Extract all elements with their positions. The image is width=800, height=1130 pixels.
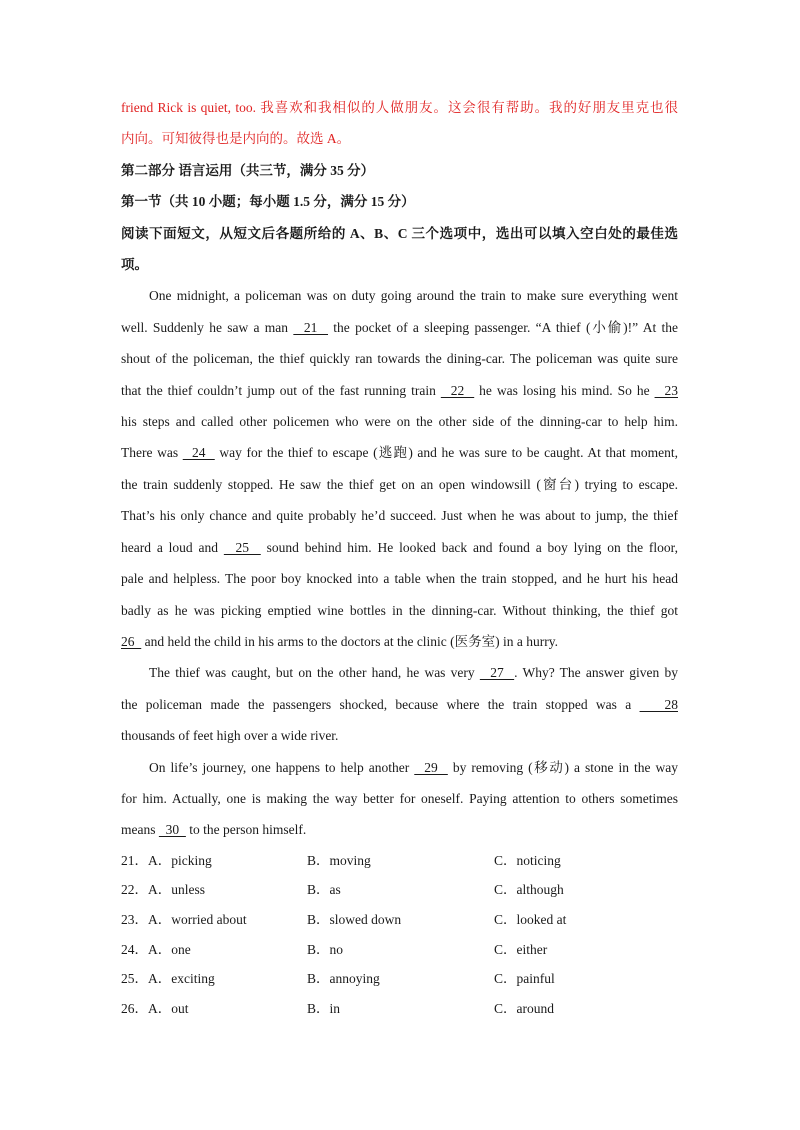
passage-line: pale and helpless. The poor boy knocked into a table when the train stopped, and he hurt his head <box>121 571 678 587</box>
option-b: B．slowed down <box>307 911 402 927</box>
question-number: 26． <box>121 1000 148 1016</box>
passage-line: thousands of feet high over a wide river. <box>121 728 339 744</box>
option-c: C．although <box>494 882 564 898</box>
section-title: 第一节（共 10 小题；每小题 1.5 分，满分 15 分） <box>121 194 415 210</box>
blank-24: 24 <box>182 445 215 461</box>
passage-line: There was 24 way for the thief to escape (逃跑) and he was sure to be caught. At that moment, <box>121 445 679 461</box>
passage-line: badly as he was picking emptied wine bottles in the dinning-car. Without thinking, the thief got <box>121 602 678 618</box>
passage-line: The thief was caught, but on the other hand, he was very 27 . Why? The answer given by <box>149 665 679 681</box>
question-row <box>121 846 678 876</box>
option-c: C．around <box>494 1000 554 1016</box>
passage-line: One midnight, a policeman was on duty going around the train to make sure everything went <box>149 288 678 304</box>
option-b: B．as <box>307 882 341 898</box>
option-b: B．moving <box>307 852 371 868</box>
passage-line: heard a loud and 25 sound behind him. He looked back and found a boy lying on the floor, <box>121 539 679 555</box>
question-row <box>121 905 678 935</box>
blank-27: 27 <box>479 665 515 681</box>
instruction-line-2: 项。 <box>121 257 148 273</box>
passage-line: 26 and held the child in his arms to the doctors at the clinic (医务室) in a hurry. <box>121 633 559 649</box>
question-row <box>121 935 678 965</box>
option-a: A．exciting <box>148 971 215 987</box>
question-options <box>121 846 678 1024</box>
passage-line: that the thief couldn’t jump out of the fast running train 22 he was losing his mind. So he 23 <box>121 382 678 398</box>
passage-line: On life’s journey, one happens to help another 29 by removing (移动) a stone in the way <box>149 759 679 775</box>
option-a: A．unless <box>148 882 205 898</box>
question-number: 22． <box>121 882 148 898</box>
option-c: C．noticing <box>494 852 561 868</box>
passage-line: his steps and called other policemen who were on the other side of the dinning-car to help him. <box>121 414 678 430</box>
blank-22: 22 <box>440 382 475 398</box>
answer-explanation-line-1: friend Rick is quiet, too. 我喜欢和我相似的人做朋友。这会很有帮助。我的好朋友里克也很 <box>121 100 678 115</box>
option-c: C．looked at <box>494 911 567 927</box>
blank-23: 23 <box>654 382 678 398</box>
part-title: 第二部分 语言运用（共三节，满分 35 分） <box>121 162 375 178</box>
passage-line: the train suddenly stopped. He saw the thief get on an open windowsill (窗台) trying to escape. <box>121 476 678 492</box>
passage-line: for him. Actually, one is making the way better for oneself. Paying attention to others sometimes <box>121 790 678 806</box>
passage-line: the policeman made the passengers shocked, because where the train stopped was a 28 <box>121 696 678 712</box>
blank-29: 29 <box>414 759 448 775</box>
question-number: 25． <box>121 971 148 987</box>
passage-line: well. Suddenly he saw a man 21 the pocket of a sleeping passenger. “A thief (小偷)!” At the <box>121 319 678 335</box>
passage-line: means 30 to the person himself. <box>121 822 307 838</box>
question-number: 21． <box>121 852 148 868</box>
passage-line: That’s his only chance and quite probably he’d succeed. Just when he was about to jump, the thief <box>121 508 678 524</box>
option-c: C．either <box>494 941 548 957</box>
question-number: 23． <box>121 911 148 927</box>
document-content <box>121 92 678 1023</box>
blank-30: 30 <box>158 822 186 838</box>
blank-28: 28 <box>639 696 678 712</box>
question-row <box>121 964 678 994</box>
passage-line: shout of the policeman, the thief quickly ran towards the dining-car. The policeman was quite sure <box>121 351 678 367</box>
answer-explanation-line-2: 内向。可知彼得也是内向的。故选 A。 <box>121 131 351 147</box>
option-a: A．one <box>148 941 191 957</box>
passage <box>121 280 678 845</box>
question-number: 24． <box>121 941 148 957</box>
option-c: C．painful <box>494 971 555 987</box>
blank-21: 21 <box>293 319 329 335</box>
blank-26: 26 <box>121 633 142 649</box>
option-b: B．no <box>307 941 344 957</box>
question-row <box>121 994 678 1024</box>
option-b: B．in <box>307 1000 341 1016</box>
option-a: A．worried about <box>148 911 247 927</box>
blank-25: 25 <box>223 539 261 555</box>
question-row <box>121 875 678 905</box>
option-a: A．picking <box>148 852 212 868</box>
instruction-line-1: 阅读下面短文，从短文后各题所给的 A、B、C 三个选项中，选出可以填入空白处的最佳选 <box>121 225 678 241</box>
option-a: A．out <box>148 1000 189 1016</box>
option-b: B．annoying <box>307 971 380 987</box>
